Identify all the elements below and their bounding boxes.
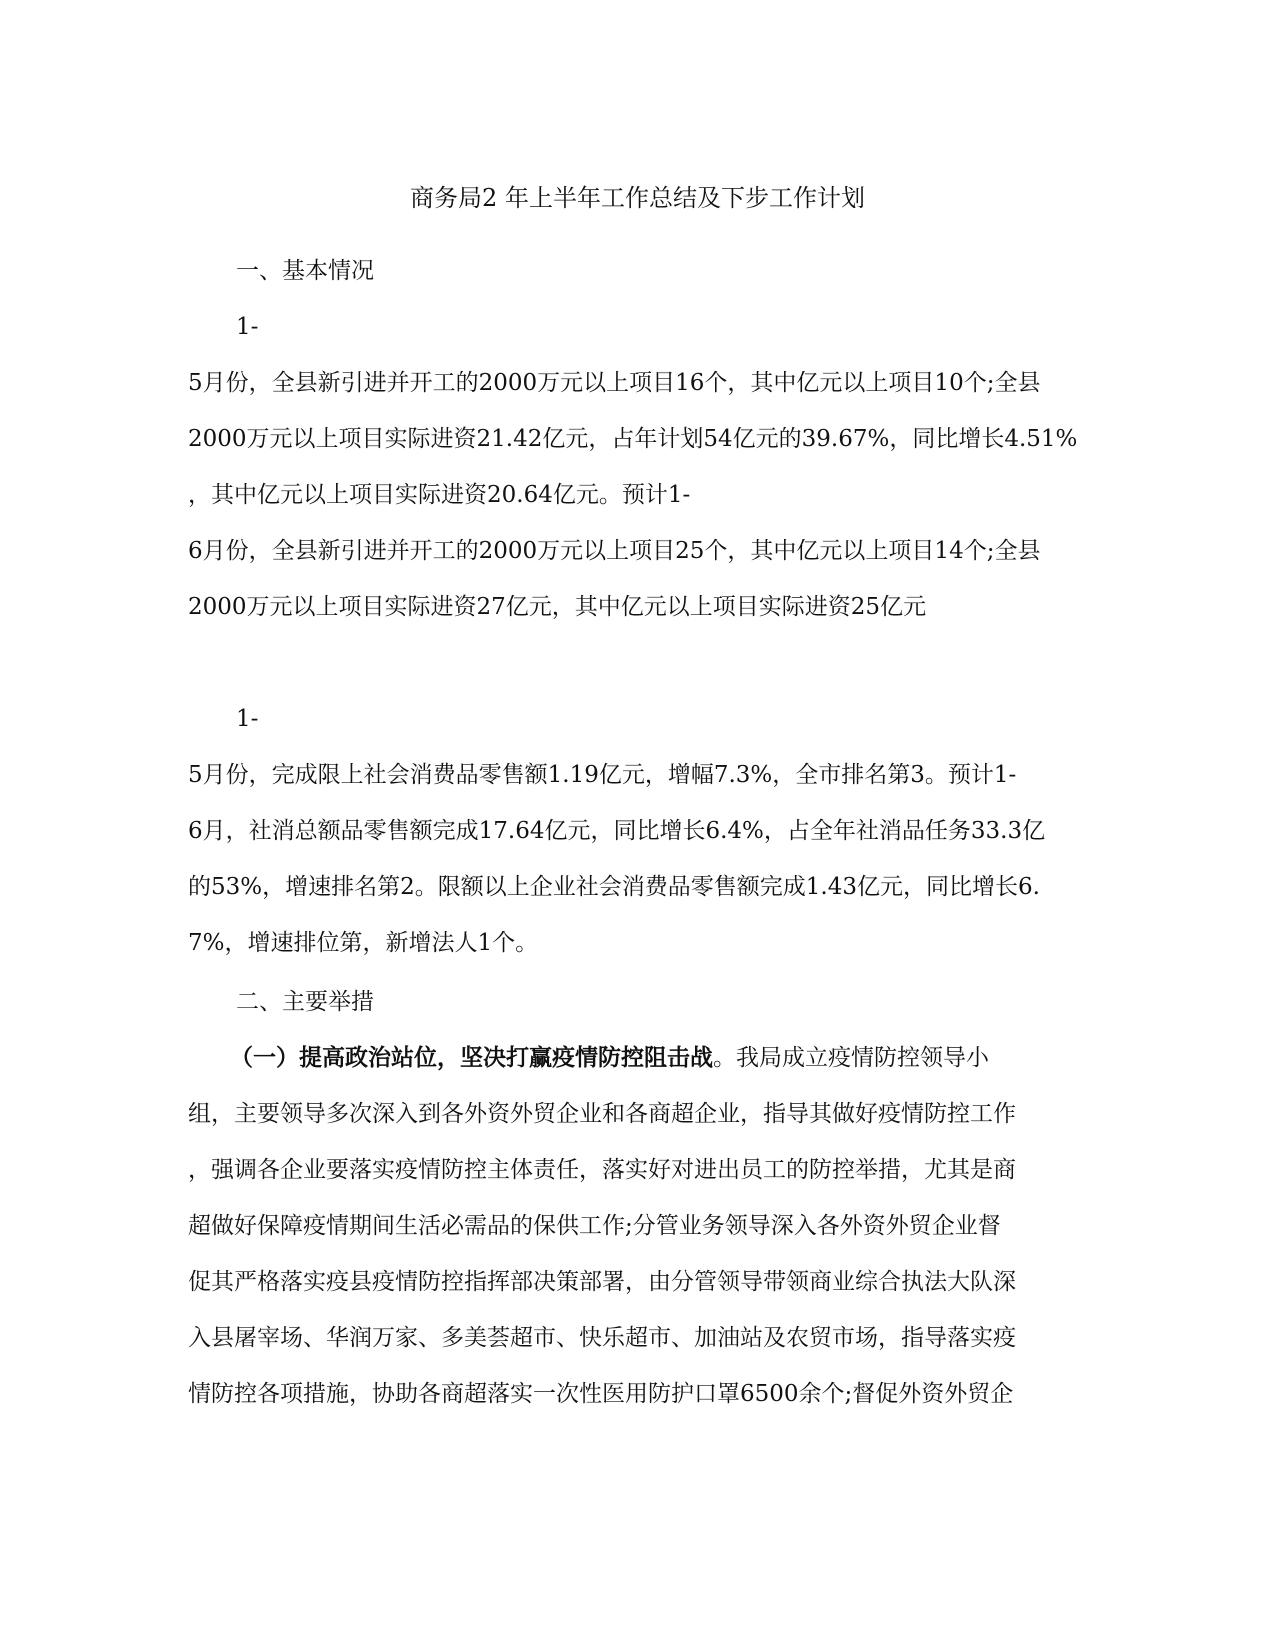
paragraph-line: 组，主要领导多次深入到各外资外贸企业和各商超企业，指导其做好疫情防控工作 <box>188 1101 1016 1127</box>
paragraph-line: 6月份，全县新引进并开工的2000万元以上项目25个，其中亿元以上项目14个;全县 <box>188 538 1041 564</box>
paragraph-line: 情防控各项措施，协助各商超落实一次性医用防护口罩6500余个;督促外资外贸企 <box>188 1381 1014 1407</box>
paragraph-line: 5月份，完成限上社会消费品零售额1.19亿元，增幅7.3%，全市排名第3。预计1- <box>188 762 1017 788</box>
paragraph-line: 2000万元以上项目实际进资21.42亿元，占年计划54亿元的39.67%，同比增长4.51% <box>188 426 1078 452</box>
paragraph-line: 2000万元以上项目实际进资27亿元，其中亿元以上项目实际进资25亿元 <box>188 594 927 620</box>
paragraph-line: ，其中亿元以上项目实际进资20.64亿元。预计1- <box>188 482 691 508</box>
paragraph-line: 6月，社消总额品零售额完成17.64亿元，同比增长6.4%，占全年社消品任务33.3亿 <box>188 818 1046 844</box>
paragraph-line: 的53%，增速排名第2。限额以上企业社会消费品零售额完成1.43亿元，同比增长6. <box>188 874 1040 900</box>
paragraph-line: 超做好保障疫情期间生活必需品的保供工作;分管业务领导深入各外资外贸企业督 <box>188 1213 1001 1239</box>
bold-lead-text: （一）提高政治站位，坚决打赢疫情防控阻击战 <box>230 1044 713 1071</box>
paragraph-line: 1- <box>236 314 259 340</box>
section-heading-basic-situation: 一、基本情况 <box>236 258 374 284</box>
paragraph-line: 入县屠宰场、华润万家、多美荟超市、快乐超市、加油站及农贸市场，指导落实疫 <box>188 1325 1016 1351</box>
paragraph-line: 促其严格落实疫县疫情防控指挥部决策部署，由分管领导带领商业综合执法大队深 <box>188 1269 1016 1295</box>
paragraph-line: 7%，增速排位第，新增法人1个。 <box>188 930 539 956</box>
paragraph-line: 1- <box>236 706 259 732</box>
section-heading-main-measures: 二、主要举措 <box>236 989 374 1015</box>
paragraph-line <box>230 1041 1130 1075</box>
paragraph-text: 。我局成立疫情防控领导小 <box>713 1045 989 1071</box>
paragraph-line: 5月份，全县新引进并开工的2000万元以上项目16个，其中亿元以上项目10个;全县 <box>188 370 1041 396</box>
document-title: 商务局2 年上半年工作总结及下步工作计划 <box>410 184 865 212</box>
paragraph-line: ，强调各企业要落实疫情防控主体责任，落实好对进出员工的防控举措，尤其是商 <box>188 1157 1016 1183</box>
